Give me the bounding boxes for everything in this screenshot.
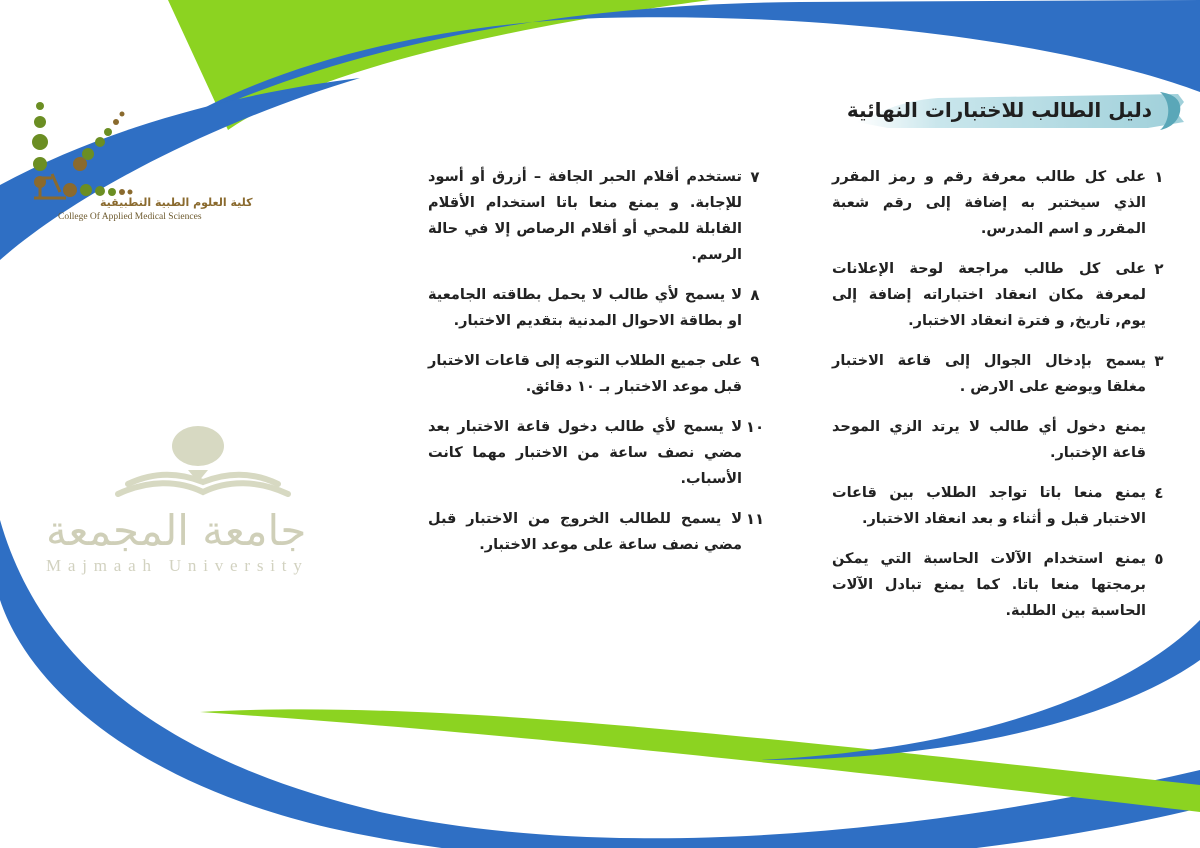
rule-number: ١	[1154, 168, 1164, 186]
rule-text: يمنع دخول أي طالب لا يرتد الزي الموحد قاعة الإختبار.	[832, 419, 1146, 461]
rules-left-column	[428, 164, 768, 558]
title-banner	[848, 88, 1192, 138]
rule-text: على كل طالب معرفة رقم و رمز المقرر الذي سيختبر به إضافة إلى رقم شعبة المقرر و اسم المدرس.	[832, 169, 1146, 237]
rule-item	[428, 164, 768, 268]
page-title: دليل الطالب للاختبارات النهائية	[846, 98, 1152, 122]
rule-text: يسمح بإدخال الجوال إلى قاعة الاختبار مغلقا ويوضع على الارض .	[832, 353, 1146, 395]
rule-item	[428, 506, 768, 558]
rule-text: لا يسمح لأي طالب دخول قاعة الاختبار بعد مضي نصف ساعة من الاختبار مهما كانت الأسباب.	[428, 419, 742, 487]
university-logo	[38, 418, 368, 588]
rule-item	[428, 414, 768, 492]
rule-text: يمنع منعا باتا تواجد الطلاب بين قاعات الاختبار قبل و أثناء و بعد انعقاد الاختبار.	[832, 485, 1146, 527]
university-arabic-name: جامعة المجمعة	[46, 506, 307, 555]
rule-number: ٩	[750, 352, 760, 370]
rule-text: على كل طالب مراجعة لوحة الإعلانات لمعرفة مكان انعقاد اختباراته إضافة إلى يوم, تاريخ, و فترة انعقاد الاختبار.	[832, 261, 1146, 329]
college-arabic-name: كلية العلوم الطبية التطبيقية	[100, 196, 253, 209]
rule-text: لا يسمح لأي طالب لا يحمل بطاقته الجامعية او بطاقة الاحوال المدنية بتقديم الاختبار.	[428, 287, 742, 329]
rule-item	[832, 414, 1172, 466]
rule-number: ٢	[1154, 260, 1164, 278]
rule-item	[832, 348, 1172, 400]
university-english-name: Majmaah University	[46, 556, 309, 575]
rule-item	[832, 256, 1172, 334]
rule-text: لا يسمح للطالب الخروج من الاختبار قبل مضي نصف ساعة على موعد الاختبار.	[428, 511, 742, 553]
college-logo	[26, 92, 253, 232]
rule-number: ٨	[750, 286, 760, 304]
rule-number: ١١	[745, 510, 765, 528]
rule-item	[832, 546, 1172, 624]
rule-text: تستخدم أقلام الحبر الجافة – أزرق أو أسود للإجابة. و يمنع منعا باتا استخدام الأقلام القابلة للمحي أو أقلام الرصاص إلا في حالة الرسم.	[428, 169, 742, 263]
rule-number: ٤	[1154, 484, 1164, 502]
right-blue-swoosh	[760, 620, 1200, 760]
rule-text: على جميع الطلاب التوجه إلى قاعات الاختبار قبل موعد الاختبار بـ ١٠ دقائق.	[428, 353, 742, 395]
rule-text: يمنع استخدام الآلات الحاسبة التي يمكن برمجتها منعا باتا. كما يمنع تبادل الآلات الحاسبة بين الطلبة.	[832, 551, 1146, 619]
rule-number: ٥	[1154, 550, 1164, 568]
college-logo-dots-icon	[26, 92, 226, 202]
rule-item	[832, 164, 1172, 242]
rule-number: ٣	[1154, 352, 1164, 370]
rule-number: ١٠	[745, 418, 765, 436]
rule-item	[428, 282, 768, 334]
rule-number: ٧	[750, 168, 760, 186]
rule-item	[832, 480, 1172, 532]
college-english-name: College Of Applied Medical Sciences	[58, 212, 202, 222]
rule-item	[428, 348, 768, 400]
rules-right-column	[832, 164, 1172, 624]
open-book-icon	[38, 418, 368, 508]
